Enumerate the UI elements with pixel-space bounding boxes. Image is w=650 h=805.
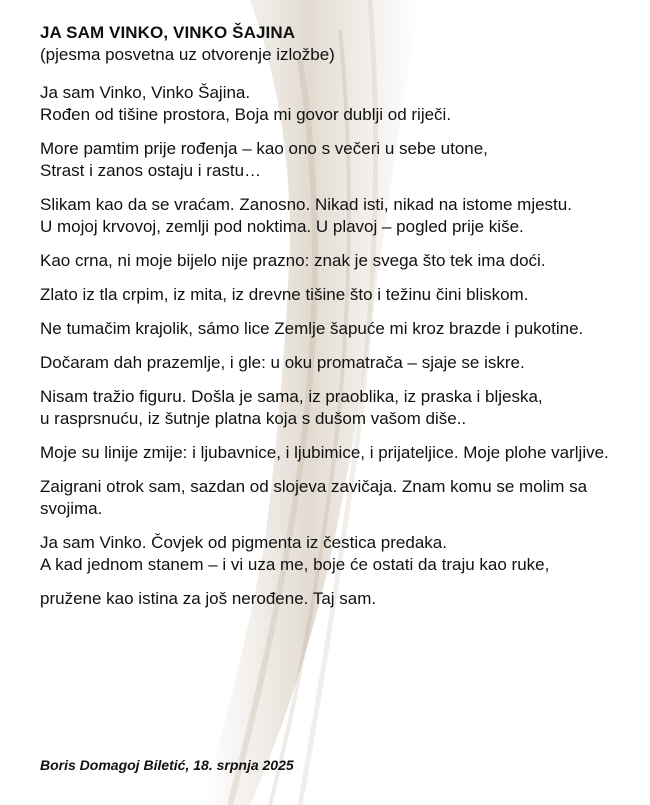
poem-title: JA SAM VINKO, VINKO ŠAJINA (40, 23, 296, 42)
poem-line: Moje su linije zmije: i ljubavnice, i ljubimice, i prijateljice. Moje plohe varljive. (40, 443, 609, 462)
stanza (40, 138, 630, 182)
poem-line: Nisam tražio figuru. Došla je sama, iz praoblika, iz praska i bljeska, (40, 387, 543, 406)
stanza (40, 476, 630, 520)
stanza (40, 352, 630, 374)
poem-line: Ja sam Vinko. Čovjek od pigmenta iz čestica predaka. (40, 533, 447, 552)
poem-line: u rasprsnuću, iz šutnje platna koja s dušom vašom diše.. (40, 409, 467, 428)
stanza (40, 250, 630, 272)
poem-line: Slikam kao da se vraćam. Zanosno. Nikad isti, nikad na istome mjestu. (40, 195, 572, 214)
stanza (40, 532, 630, 576)
stanza (40, 318, 630, 340)
poem-line: pružene kao istina za još nerođene. Taj sam. (40, 589, 377, 608)
stanza (40, 442, 630, 464)
poem-container (40, 22, 630, 622)
stanza (40, 386, 630, 430)
poem-line: Rođen od tišine prostora, Boja mi govor dublji od riječi. (40, 105, 452, 124)
poem-line: A kad jednom stanem – i vi uza me, boje će ostati da traju kao ruke, (40, 555, 550, 574)
signature: Boris Domagoj Biletić, 18. srpnja 2025 (40, 757, 294, 773)
poem-line: Ja sam Vinko, Vinko Šajina. (40, 83, 251, 102)
poem-line: Kao crna, ni moje bijelo nije prazno: znak je svega što tek ima doći. (40, 251, 546, 270)
poem-line: U mojoj krvovoj, zemlji pod noktima. U plavoj – pogled prije kiše. (40, 217, 524, 236)
stanza (40, 82, 630, 126)
poem-line: Zaigrani otrok sam, sazdan od slojeva zavičaja. Znam komu se molim sa svojima. (40, 477, 588, 518)
poem-line: Dočaram dah prazemlje, i gle: u oku promatrača – sjaje se iskre. (40, 353, 525, 372)
stanza (40, 588, 630, 610)
poem-line: Zlato iz tla crpim, iz mita, iz drevne tišine što i težinu čini bliskom. (40, 285, 529, 304)
poem-line: More pamtim prije rođenja – kao ono s večeri u sebe utone, (40, 139, 488, 158)
poem-line: Ne tumačim krajolik, sámo lice Zemlje šapuće mi kroz brazde i pukotine. (40, 319, 584, 338)
poem-line: Strast i zanos ostaju i rastu… (40, 161, 262, 180)
stanza (40, 194, 630, 238)
poem-subtitle: (pjesma posvetna uz otvorenje izložbe) (40, 45, 335, 64)
stanza (40, 284, 630, 306)
